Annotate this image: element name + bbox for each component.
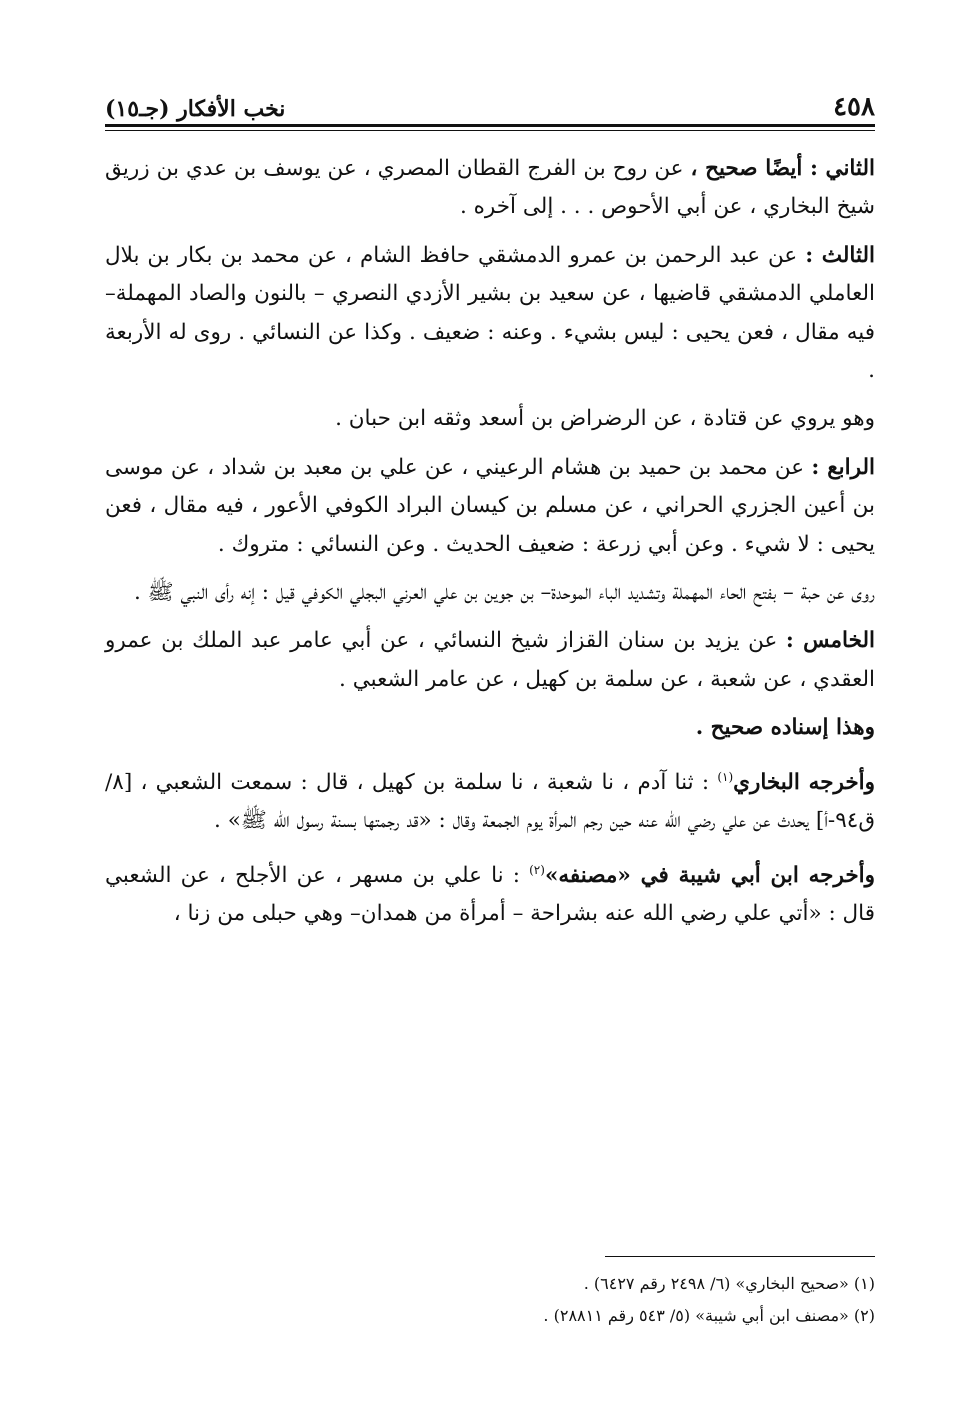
paragraph-lead: وأخرجه ابن أبي شيبة في «مصنفه» bbox=[544, 862, 875, 888]
paragraph bbox=[105, 449, 875, 564]
paragraph-text: عن عبد الرحمن بن عمرو الدمشقي حافظ الشام ، عن محمد بن بكار بن بلال العاملي الدمشقي قاضيها ، عن سعيد بن بشير الأزدي النصري – بالنون والصاد المهملة– فيه مقال ، فعن يحيى : ليس بشيء . وعنه : ضعيف . وكذا عن النسائي . روى له الأربعة . bbox=[105, 242, 875, 384]
footnote-ref: (١) bbox=[717, 769, 734, 784]
paragraph-lead: الرابع : bbox=[811, 454, 875, 480]
paragraph bbox=[105, 851, 875, 934]
paragraph bbox=[105, 237, 875, 391]
body-text bbox=[105, 150, 875, 944]
paragraph-text: روى عن حبة – بفتح الحاء المهملة وتشديد الباء الموحدة– بن جوين بن علي العرني البجلي الكوفي قيل : إنه رأى النبي ﷺ . bbox=[133, 580, 875, 606]
footnote-ref: (٢) bbox=[529, 862, 545, 877]
paragraph-text: وهو يروي عن قتادة ، عن الرضراض بن أسعد وثقه ابن حبان . bbox=[335, 406, 875, 432]
paragraph bbox=[105, 150, 875, 227]
paragraph-text: عن محمد بن حميد بن هشام الرعيني ، عن علي بن معبد بن شداد ، عن موسى بن أعين الجزري الحراني ، عن مسلم بن كيسان البراد الكوفي الأعور ، فيه مقال ، فعن يحيى : لا شيء . وعن أبي زرعة : ضعيف الحديث . وعن النسائي : متروك . bbox=[105, 454, 875, 557]
paragraph-text: : نا علي بن مسهر ، عن الأجلح ، عن الشعبي قال : «أتي علي رضي الله عنه بشراحة – أمرأة من همدان– وهي حبلى من زنا ، bbox=[105, 862, 875, 927]
paragraph bbox=[105, 574, 875, 612]
paragraph-lead: وهذا إسناده صحيح . bbox=[695, 715, 875, 741]
running-title: نخب الأفكار (جـ١٥) bbox=[105, 96, 286, 122]
paragraph-lead: الخامس : bbox=[785, 628, 875, 654]
paragraph-lead: الثاني : أيضًا صحيح ، bbox=[690, 156, 875, 181]
paragraph bbox=[105, 400, 875, 438]
paragraph-lead: الثالث : bbox=[805, 242, 875, 268]
page-header bbox=[105, 82, 875, 122]
paragraph bbox=[105, 709, 875, 747]
footnote: (١) «صحيح البخاري» (٦/ ٢٤٩٨ رقم ٦٤٢٧) . bbox=[583, 1274, 875, 1293]
header-rule-thin bbox=[105, 130, 875, 131]
paragraph bbox=[105, 622, 875, 699]
footnote-rule bbox=[605, 1256, 875, 1257]
footnotes bbox=[105, 1268, 875, 1332]
paragraph-text: عن روح بن الفرج القطان المصري ، عن يوسف بن عدي بن زريق شيخ البخاري ، عن أبي الأحوص . . . إلى آخره . bbox=[105, 156, 875, 220]
paragraph-text: عن يزيد بن سنان القزاز شيخ النسائي ، عن أبي عامر عبد الملك بن عمرو العقدي ، عن شعبة ، عن سلمة بن كهيل ، عن عامر الشعبي . bbox=[105, 628, 875, 692]
paragraph-text: : ثنا آدم ، نا شعبة ، نا سلمة بن كهيل ، قال : سمعت الشعبي ، [٨/ ق٩٤-أ] يحدث عن علي رضي الله عنه حين رجم المرأة يوم الجمعة وقال : «قد رجمتها بسنة رسول الله ﷺ» . bbox=[105, 769, 875, 834]
paragraph-lead: وأخرجه البخاري bbox=[733, 769, 876, 795]
page-number: ٤٥٨ bbox=[833, 92, 875, 122]
header-rule bbox=[105, 124, 875, 127]
paragraph bbox=[105, 758, 875, 841]
footnote: (٢) «مصنف ابن أبي شيبة» (٥/ ٥٤٣ رقم ٢٨٨١١) . bbox=[543, 1306, 875, 1325]
